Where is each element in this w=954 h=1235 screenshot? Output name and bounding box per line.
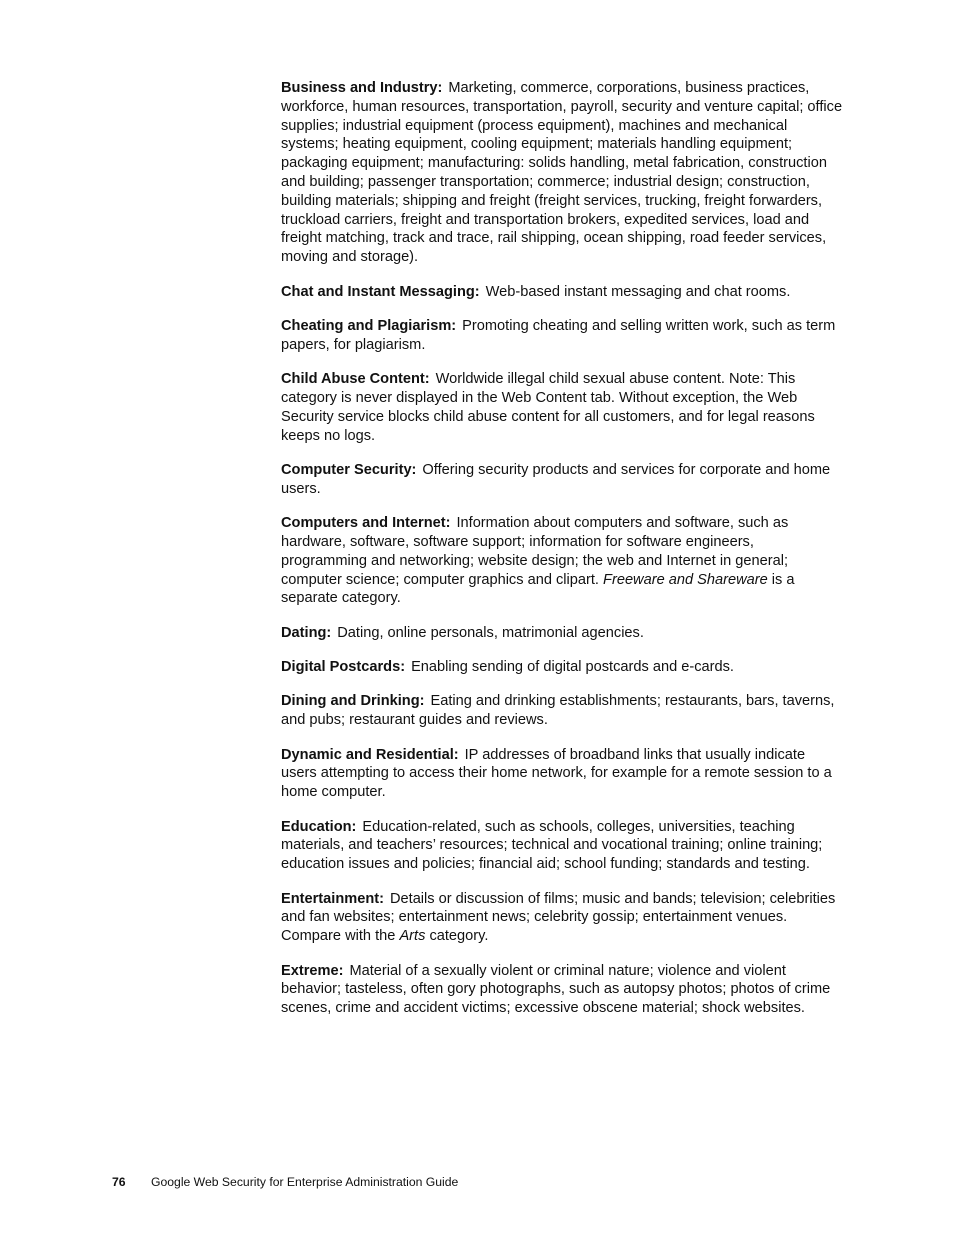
entry-term: Computers and Internet: bbox=[281, 515, 451, 532]
entry-term: Child Abuse Content: bbox=[281, 371, 430, 388]
entry-term: Cheating and Plagiarism: bbox=[281, 317, 457, 334]
entry-description: IP addresses of broadband links that usually indicate users attempting to access their home network, for example for a remote session to a home computer. bbox=[281, 746, 832, 801]
entry-term: Dating: bbox=[281, 624, 332, 641]
entry-description: Education-related, such as schools, colleges, universities, teaching materials, and teachers’ resources; technical and vocational training; online training; education issues and policies; financial aid; school funding; standards and testing. bbox=[281, 818, 823, 873]
entry-extreme bbox=[281, 962, 843, 1018]
page-number: 76 bbox=[112, 1175, 126, 1189]
entry-term: Entertainment: bbox=[281, 890, 384, 907]
page-footer bbox=[112, 1174, 458, 1190]
entry-term: Dynamic and Residential: bbox=[281, 746, 459, 763]
entry-description: Details or discussion of films; music and bands; television; celebrities and fan websites; entertainment news; celebrity gossip; entertainment venues. Compare with the bbox=[281, 890, 836, 945]
entry-description: Offering security products and services for corporate and home users. bbox=[281, 461, 831, 497]
entry-dining-and-drinking bbox=[281, 692, 843, 730]
entry-education bbox=[281, 818, 843, 874]
entry-emphasis: Arts bbox=[399, 928, 426, 945]
entry-description: Information about computers and software, such as hardware, software, software support; information for software engineers, programming and networking; website design; the web and Internet in general; computer science; computer graphics and clipart. bbox=[281, 515, 789, 588]
entry-description-tail: category. bbox=[429, 928, 489, 945]
entry-digital-postcards bbox=[281, 658, 843, 677]
entry-description: Marketing, commerce, corporations, business practices, workforce, human resources, transportation, payroll, security and venture capital; office supplies; industrial equipment (process equipment), machines and mechanical systems; heating equipment, cooling equipment; materials handling equipment; packaging equipment; manufacturing: solids handling, metal fabrication, construction and building; passenger transportation; commerce; industrial design; construction, building materials; shipping and freight (freight services, trucking, freight forwarders, truckload carriers, freight and transportation brokers, expedited services, load and freight matching, track and trace, rail shipping, ocean shipping, road feeder services, moving and storage). bbox=[281, 80, 843, 266]
entry-term: Business and Industry: bbox=[281, 80, 443, 96]
entry-emphasis: Freeware and Shareware bbox=[603, 571, 768, 588]
entry-cheating-and-plagiarism bbox=[281, 317, 843, 355]
entry-term: Dining and Drinking: bbox=[281, 693, 425, 710]
entry-term: Extreme: bbox=[281, 962, 344, 979]
category-list bbox=[281, 79, 843, 1034]
entry-dynamic-and-residential bbox=[281, 746, 843, 802]
entry-term: Computer Security: bbox=[281, 461, 417, 478]
entry-business-and-industry bbox=[281, 79, 843, 267]
entry-description: Enabling sending of digital postcards and e-cards. bbox=[411, 659, 734, 676]
entry-entertainment bbox=[281, 890, 843, 946]
entry-description: Eating and drinking establishments; restaurants, bars, taverns, and pubs; restaurant guides and reviews. bbox=[281, 693, 835, 729]
entry-computer-security bbox=[281, 461, 843, 499]
entry-term: Digital Postcards: bbox=[281, 659, 406, 676]
entry-description: Promoting cheating and selling written work, such as term papers, for plagiarism. bbox=[281, 317, 836, 353]
entry-term: Education: bbox=[281, 818, 357, 835]
entry-description-tail: is a separate category. bbox=[281, 571, 795, 607]
entry-chat-and-instant-messaging bbox=[281, 283, 843, 302]
document-title: Google Web Security for Enterprise Administration Guide bbox=[151, 1175, 459, 1189]
entry-term: Chat and Instant Messaging: bbox=[281, 283, 480, 300]
entry-description: Worldwide illegal child sexual abuse content. Note: This category is never displayed in the Web Content tab. Without exception, the Web Security service blocks child abuse content for all customers, and for legal reasons keeps no logs. bbox=[281, 371, 815, 444]
entry-description: Web-based instant messaging and chat rooms. bbox=[485, 283, 791, 300]
entry-dating bbox=[281, 624, 843, 643]
entry-description: Material of a sexually violent or criminal nature; violence and violent behavior; tasteless, often gory photographs, such as autopsy photos; photos of crime scenes, crime and accident victims; excessive obscene material; shock websites. bbox=[281, 962, 831, 1017]
entry-description: Dating, online personals, matrimonial agencies. bbox=[337, 624, 644, 641]
entry-computers-and-internet bbox=[281, 514, 843, 608]
entry-child-abuse-content bbox=[281, 370, 843, 445]
